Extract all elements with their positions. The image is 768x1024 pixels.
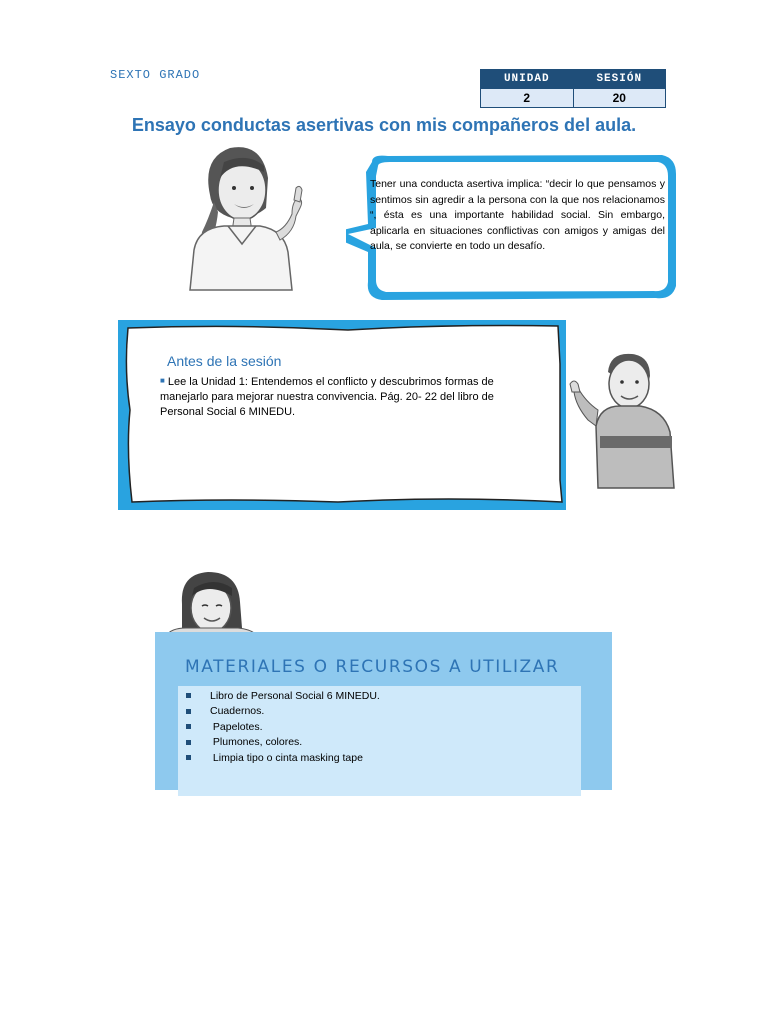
materiales-title: MATERIALES O RECURSOS A UTILIZAR bbox=[185, 657, 560, 677]
boy-illustration bbox=[568, 348, 678, 493]
list-item: Plumones, colores. bbox=[186, 735, 380, 751]
list-item: Papelotes. bbox=[186, 719, 380, 735]
unidad-header: UNIDAD bbox=[481, 70, 574, 89]
bullet-icon bbox=[186, 709, 191, 714]
sesion-header: SESIÓN bbox=[573, 70, 666, 89]
session-table bbox=[480, 69, 666, 108]
page-title: Ensayo conductas asertivas con mis compañeros del aula. bbox=[131, 115, 637, 135]
bullet-icon bbox=[186, 724, 191, 729]
list-item: Limpia tipo o cinta masking tape bbox=[186, 750, 380, 766]
unidad-value: 2 bbox=[481, 89, 574, 108]
bullet-icon: ■ bbox=[160, 376, 165, 385]
list-item: Cuadernos. bbox=[186, 704, 380, 720]
speech-text: Tener una conducta asertiva implica: “decir lo que pensamos y sentimos sin agredir a la persona con la que nos relacionamos “, ésta es una importante habilidad social. Sin embargo, aplicarla en situaciones conflictivas con amigos y amigas del aula, se convierte en todo un desafío. bbox=[370, 178, 665, 253]
grade-label: SEXTO GRADO bbox=[110, 68, 201, 82]
list-item: Libro de Personal Social 6 MINEDU. bbox=[186, 688, 380, 704]
antes-item-text: Lee la Unidad 1: Entendemos el conflicto y descubrimos formas de manejarlo para mejorar nuestra convivencia. Pág. 20- 22 del libro de Personal Social 6 MINEDU. bbox=[160, 376, 494, 418]
bullet-icon bbox=[186, 693, 191, 698]
girl-illustration bbox=[172, 140, 322, 295]
antes-list-item bbox=[160, 373, 538, 420]
materiales-list bbox=[186, 688, 380, 766]
bullet-icon bbox=[186, 740, 191, 745]
sesion-value: 20 bbox=[573, 89, 666, 108]
antes-title: Antes de la sesión bbox=[167, 353, 282, 369]
bullet-icon bbox=[186, 755, 191, 760]
